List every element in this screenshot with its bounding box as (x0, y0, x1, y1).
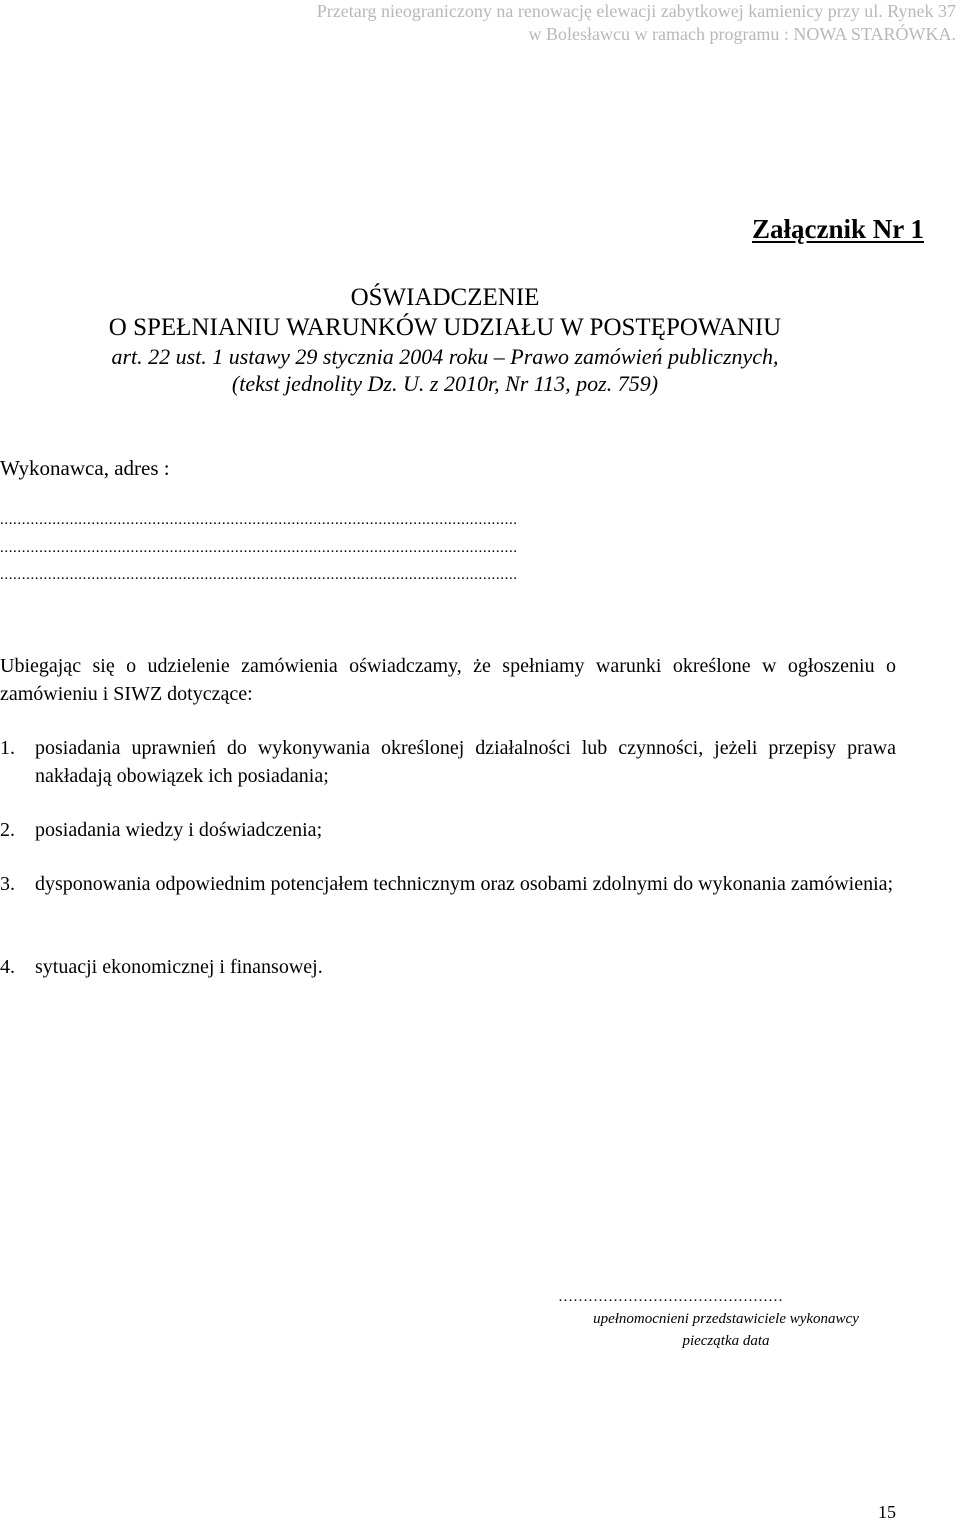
contractor-dots-line-1: ....................................................................................................................... (0, 512, 518, 528)
list-item (0, 953, 896, 981)
list-item-text: posiadania uprawnień do wykonywania określonej działalności lub czynności, jeżeli przepisy prawa nakładają obowiązek ich posiadania; (35, 737, 896, 787)
intro-paragraph: Ubiegając się o udzielenie zamówienia oświadczamy, że spełniamy warunki określone w ogłoszeniu o zamówieniu i SIWZ dotyczące: (0, 655, 896, 705)
list-item (0, 816, 896, 844)
title-line-2: O SPEŁNIANIU WARUNKÓW UDZIAŁU W POSTĘPOWANIU (108, 314, 782, 341)
list-item (0, 734, 896, 790)
list-item-number: 1. (0, 737, 15, 759)
title-line-1: OŚWIADCZENIE (350, 284, 540, 311)
list-item-number: 2. (0, 819, 15, 841)
contractor-label: Wykonawca, adres : (0, 456, 170, 480)
list-item-number: 4. (0, 956, 15, 978)
list-item-number: 3. (0, 873, 15, 895)
title-line-3: art. 22 ust. 1 ustawy 29 stycznia 2004 roku – Prawo zamówień publicznych, (111, 344, 779, 369)
signature-block (556, 1286, 896, 1352)
list-item-text: dysponowania odpowiednim potencjałem technicznym oraz osobami zdolnymi do wykonania zamówienia; (35, 873, 894, 895)
signature-dots: ……………………………………… (558, 1289, 783, 1305)
signature-caption-2: pieczątka data (682, 1333, 770, 1349)
page-number: 15 (878, 1502, 896, 1522)
statement-title (0, 283, 890, 397)
list-item (0, 870, 896, 898)
list-item-text: sytuacji ekonomicznej i finansowej. (35, 956, 323, 978)
contractor-dots-line-2: ....................................................................................................................... (0, 540, 518, 556)
attachment-label: Załącznik Nr 1 (751, 214, 924, 244)
header-line-1: Przetarg nieograniczony na renowację elewacji zabytkowej kamienicy przy ul. Rynek 37 (316, 1, 956, 21)
document-header (317, 0, 956, 46)
signature-caption-1: upełnomocnieni przedstawiciele wykonawcy (593, 1311, 859, 1327)
header-line-2: w Bolesławcu w ramach programu : NOWA STARÓWKA. (528, 24, 956, 44)
contractor-dots-line-3: ....................................................................................................................... (0, 567, 518, 583)
title-line-4: (tekst jednolity Dz. U. z 2010r, Nr 113, poz. 759) (231, 371, 659, 396)
list-item-text: posiadania wiedzy i doświadczenia; (35, 819, 323, 841)
